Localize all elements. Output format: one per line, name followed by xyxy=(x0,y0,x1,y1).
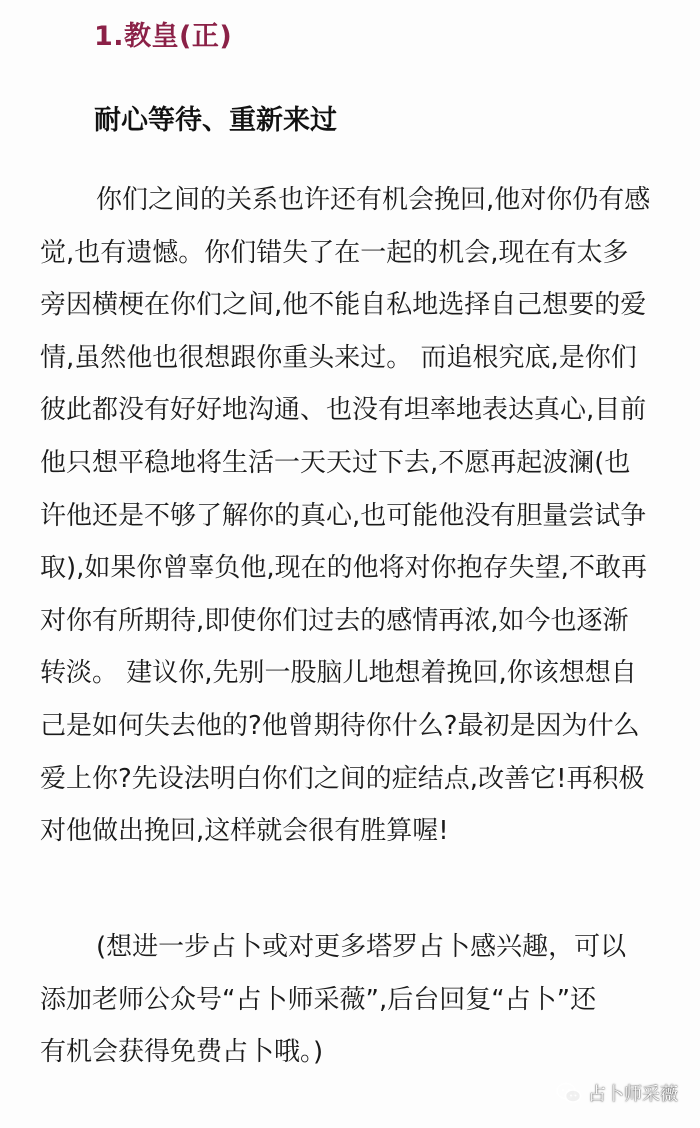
paragraph-line: 旁因横梗在你们之间,他不能自私地选择自己想要的爱 xyxy=(40,290,647,321)
paragraph-line: 对你有所期待,即使你们过去的感情再浓,如今也逐渐 xyxy=(40,605,629,636)
paragraph-main xyxy=(40,174,680,858)
paragraph-line: 他只想平稳地将生活一天天过下去,不愿再起波澜(也 xyxy=(40,447,631,478)
section-subheading: 耐心等待、重新来过 xyxy=(94,105,337,136)
paragraph-line: 己是如何失去他的?他曾期待你什么?最初是因为什么 xyxy=(40,710,640,741)
paragraph-line: 有机会获得免费占卜哦。) xyxy=(40,1037,324,1068)
paragraph-contact xyxy=(40,921,680,1079)
watermark xyxy=(556,1080,678,1106)
paragraph-line: 彼此都没有好好地沟通、也没有坦率地表达真心,目前 xyxy=(40,395,647,426)
paragraph-line: 许他还是不够了解你的真心,也可能他没有胆量尝试争 xyxy=(40,500,647,531)
paragraph-line: 你们之间的关系也许还有机会挽回,他对你仍有感 xyxy=(96,185,651,215)
paragraph-line: 爱上你?先设法明白你们之间的症结点,改善它!再积极 xyxy=(40,763,645,794)
watermark-text: 占卜师采薇 xyxy=(588,1084,678,1105)
paragraph-line: (想进一步占卜或对更多塔罗占卜感兴趣，可以 xyxy=(96,932,627,962)
wechat-icon xyxy=(556,1082,582,1104)
paragraph-line: 情,虽然他也很想跟你重头来过。 而追根究底,是你们 xyxy=(40,342,637,373)
paragraph-line: 觉,也有遗憾。你们错失了在一起的机会,现在有太多 xyxy=(40,237,629,268)
section-heading: 1.教皇(正) xyxy=(94,21,233,52)
paragraph-line: 转淡。 建议你,先别一股脑儿地想着挽回,你该想想自 xyxy=(40,658,637,689)
paragraph-line: 添加老师公众号“占卜师采薇”,后台回复“占卜”还 xyxy=(40,984,597,1015)
paragraph-line: 取),如果你曾辜负他,现在的他将对你抱存失望,不敢再 xyxy=(40,553,647,584)
paragraph-line: 对他做出挽回,这样就会很有胜算喔! xyxy=(40,816,449,847)
